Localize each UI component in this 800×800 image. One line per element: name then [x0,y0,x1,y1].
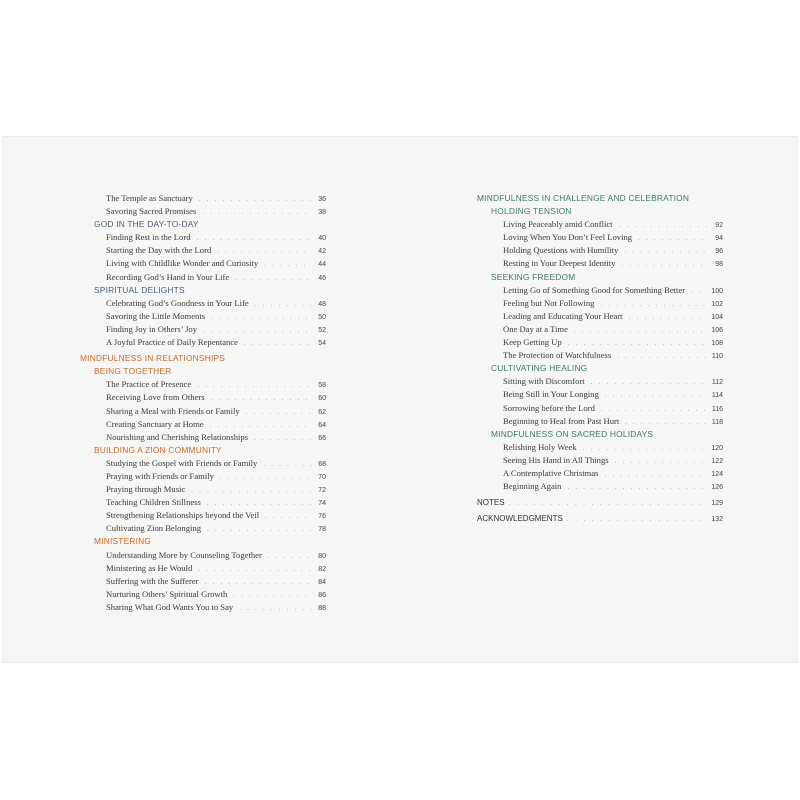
dot-leader [211,311,312,324]
toc-entry[interactable] [78,549,326,562]
toc-entry[interactable] [78,205,326,218]
entry-title: Recording God’s Hand in Your Life [106,271,230,282]
dot-leader [567,481,707,494]
entry-title: Living with Childlike Wonder and Curiosity [106,258,259,269]
page-number: 92 [715,222,723,230]
section-header: HOLDING TENSION [491,206,572,217]
page-number: 116 [711,405,723,413]
entry-title: Sharing What God Wants You to Say [106,601,234,612]
back-matter-entry[interactable] [475,512,723,525]
page-number: 126 [711,484,723,492]
page-number: 104 [711,313,723,321]
page-number: 86 [318,591,326,599]
toc-entry[interactable] [78,405,326,418]
entry-title: Nurturing Others’ Spiritual Growth [106,588,228,599]
dot-leader [265,510,312,523]
entry-title: Creating Sanctuary at Home [106,418,204,429]
entry-title: Praying through Music [106,484,186,495]
entry-title: Ministering as He Would [106,562,193,573]
toc-entry[interactable] [78,391,326,404]
entry-title: The Temple as Sanctuary [106,193,193,203]
toc-entry[interactable] [475,402,723,415]
page-number: 64 [318,421,326,429]
page-number: 124 [711,470,723,478]
entry-title: Living Peaceably amid Conflict [503,219,613,230]
section-header: GOD IN THE DAY-TO-DAY [94,219,199,230]
page-number: 40 [318,235,326,243]
dot-leader [624,245,709,258]
toc-entry[interactable] [78,457,326,470]
page-number: 82 [318,565,326,573]
page-number: 129 [711,500,723,508]
dot-leader [263,458,312,471]
book-spread [2,136,798,663]
entry-title: Nourishing and Cherishing Relationships [106,431,249,442]
page-number: 70 [318,473,326,481]
entry-title: ACKNOWLEDGMENTS [477,514,563,524]
page-number: 96 [715,248,723,256]
dot-leader [197,232,312,245]
toc-entry[interactable] [475,415,723,428]
part-title: MINDFULNESS IN CHALLENGE AND CELEBRATION [477,193,690,203]
entry-title: Teaching Children Stillness [106,497,201,508]
toc-entry[interactable] [78,378,326,391]
page-number: 48 [318,300,326,308]
toc-entry[interactable] [78,244,326,257]
part-title: MINDFULNESS IN RELATIONSHIPS [80,353,226,364]
toc-entry[interactable] [475,244,723,257]
page-number: 98 [715,261,723,269]
toc-entry[interactable] [475,336,723,349]
toc-entry[interactable] [475,218,723,231]
entry-title: Seeing His Hand in All Things [503,454,609,465]
dot-leader [264,258,312,271]
toc-entry[interactable] [78,522,326,535]
page-number: 44 [318,261,326,269]
entry-title: The Protection of Watchfulness [503,350,612,361]
page-number: 76 [318,513,326,521]
entry-title: Holding Questions with Humility [503,245,619,256]
dot-leader [239,602,312,615]
entry-title: Savoring the Little Moments [106,310,206,321]
page-number: 102 [711,300,723,308]
section-header: SPIRITUAL DELIGHTS [94,284,185,295]
page-number: 112 [711,379,723,387]
toc-entry[interactable] [78,231,326,244]
entry-title: Suffering with the Sufferer [106,575,199,586]
toc-entry[interactable] [475,388,723,401]
dot-leader [638,232,709,245]
toc-entry[interactable] [78,509,326,522]
toc-entry[interactable] [475,441,723,454]
toc-entry[interactable] [78,601,326,614]
entry-title: Letting Go of Something Good for Something Better [503,284,686,295]
back-matter-entry[interactable] [475,496,723,509]
toc-entry[interactable] [78,310,326,323]
toc-entry[interactable] [475,467,723,480]
page-number: 132 [711,516,723,524]
page-number: 50 [318,313,326,321]
toc-entry[interactable] [78,588,326,601]
dot-leader [617,350,708,363]
dot-leader [246,406,312,419]
dot-leader [615,455,708,468]
toc-entry[interactable] [78,323,326,336]
section-header: BEING TOGETHER [94,366,172,377]
page-number: 84 [318,578,326,586]
dot-leader [604,468,707,481]
entry-title: Being Still in Your Longing [503,389,599,400]
section-header: CULTIVATING HEALING [491,363,588,374]
toc-entry[interactable] [78,271,326,284]
dot-leader [202,206,312,219]
section-header: BUILDING A ZION COMMUNITY [94,444,222,455]
entry-title: Understanding More by Counseling Together [106,549,262,560]
entry-title: Finding Joy in Others’ Joy [106,323,198,334]
page-number: 54 [318,340,326,348]
entry-title: Feeling but Not Following [503,297,595,308]
dot-leader [619,219,709,232]
dot-leader [220,471,312,484]
entry-title: Sitting with Discomfort [503,376,585,387]
toc-right-page [475,192,723,525]
page-number: 74 [318,500,326,508]
toc-entry[interactable] [78,483,326,496]
toc-entry[interactable] [78,257,326,270]
entry-title: Leading and Educating Your Heart [503,310,623,321]
page-number: 52 [318,326,326,334]
page-number: 80 [318,552,326,560]
page-number: 36 [318,196,326,203]
dot-leader [197,379,312,392]
dot-leader [509,497,708,510]
page-number: 66 [318,434,326,442]
dot-leader [591,376,708,389]
entry-title: Loving When You Don’t Feel Loving [503,232,633,243]
page-number: 46 [318,274,326,282]
section-header: MINISTERING [94,536,152,547]
entry-title: Beginning to Heal from Past Hurt [503,415,620,426]
dot-leader [605,389,708,402]
page-number: 88 [318,604,326,612]
toc-entry[interactable] [475,310,723,323]
dot-leader [254,432,312,445]
section-header: MINDFULNESS ON SACRED HOLIDAYS [491,428,654,439]
entry-title: Starting the Day with the Lord [106,245,212,256]
toc-entry[interactable] [78,418,326,431]
section-header: SEEKING FREEDOM [491,271,576,282]
page-number: 94 [715,235,723,243]
page-number: 120 [711,444,723,452]
entry-title: A Joyful Practice of Daily Repentance [106,337,238,348]
dot-leader [629,311,708,324]
dot-leader [191,484,312,497]
entry-title: Beginning Again [503,481,562,492]
page-number: 68 [318,460,326,468]
dot-leader [255,298,312,311]
entry-title: The Practice of Presence [106,379,192,390]
page-number: 122 [711,457,723,465]
dot-leader [233,589,312,602]
page-number: 38 [318,209,326,217]
toc-entry[interactable] [78,562,326,575]
page-number: 118 [711,418,723,426]
page-number: 106 [711,326,723,334]
page-number: 72 [318,487,326,495]
page-number: 110 [711,353,723,361]
toc-entry[interactable] [78,336,326,349]
toc-entry[interactable] [475,231,723,244]
toc-entry[interactable] [475,257,723,270]
toc-left-page [78,192,326,614]
dot-leader [199,193,312,206]
entry-title: Cultivating Zion Belonging [106,523,202,534]
toc-entry[interactable] [78,496,326,509]
page-number: 60 [318,395,326,403]
dot-leader [574,324,707,337]
dot-leader [198,563,312,576]
toc-entry[interactable] [475,284,723,297]
page-number: 42 [318,248,326,256]
toc-entry[interactable] [78,575,326,588]
entry-title: Sorrowing before the Lord [503,402,595,413]
page-number: 100 [711,287,723,295]
page-number: 108 [711,340,723,348]
toc-entry[interactable] [475,349,723,362]
dot-leader [207,523,312,536]
page-number: 78 [318,526,326,534]
entry-title: Strengthening Relationships beyond the Veil [106,510,260,521]
entry-title: Resting in Your Deepest Identity [503,258,616,269]
entry-title: Keep Getting Up [503,337,562,348]
entry-title: A Contemplative Christmas [503,467,599,478]
toc-entry[interactable] [78,297,326,310]
toc-entry[interactable] [475,323,723,336]
toc-entry[interactable] [78,192,326,205]
page-number: 114 [711,392,723,400]
toc-entry[interactable] [475,297,723,310]
dot-leader [567,513,708,526]
dot-leader [621,258,709,271]
entry-title: Studying the Gospel with Friends or Family [106,457,258,468]
toc-entry[interactable] [475,375,723,388]
dot-leader [235,272,312,285]
toc-entry[interactable] [475,454,723,467]
entry-title: Celebrating God’s Goodness in Your Life [106,297,249,308]
entry-title: Praying with Friends or Family [106,470,214,481]
toc-entry[interactable] [475,480,723,493]
entry-title: Relishing Holy Week [503,441,577,452]
page-number: 62 [318,408,326,416]
entry-title: Savoring Sacred Promises [106,206,197,217]
entry-title: One Day at a Time [503,323,568,334]
page-number: 58 [318,382,326,390]
dot-leader [268,550,312,563]
entry-title: NOTES [477,498,505,508]
dot-leader [691,285,707,298]
entry-title: Receiving Love from Others [106,392,205,403]
toc-entry[interactable] [78,431,326,444]
entry-title: Finding Rest in the Lord [106,232,191,243]
toc-entry[interactable] [78,470,326,483]
dot-leader [244,337,312,350]
entry-title: Sharing a Meal with Friends or Family [106,405,240,416]
